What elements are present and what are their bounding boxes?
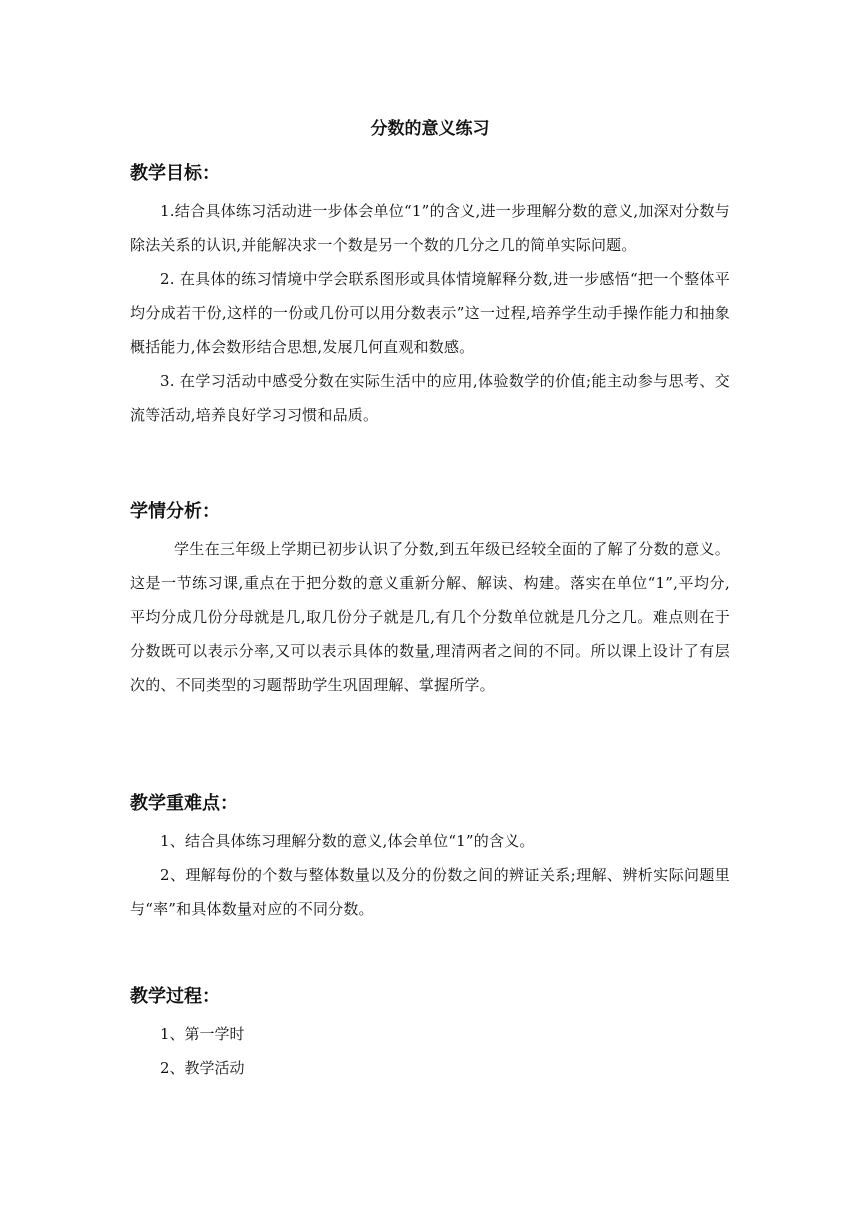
section-process xyxy=(130,983,730,1085)
section-analysis xyxy=(130,498,730,702)
keypoints-heading: 教学重难点： xyxy=(130,793,238,814)
section-keypoints xyxy=(130,790,730,926)
keypoint-item-1: 1、结合具体练习理解分数的意义,体会单位“1”的含义。 xyxy=(160,832,535,850)
analysis-heading: 学情分析： xyxy=(130,501,220,522)
objective-item-1: 1.结合具体练习活动进一步体会单位“1”的含义,进一步理解分数的意义,加深对分数与除法关系的认识,并能解决求一个数是另一个数的几分之几的简单实际问题。 xyxy=(130,202,730,254)
section-objectives xyxy=(130,160,730,432)
objectives-heading: 教学目标： xyxy=(130,163,220,184)
process-item-2: 2、教学活动 xyxy=(160,1059,245,1077)
document-title: 分数的意义练习 xyxy=(370,119,490,139)
keypoint-item-2: 2、理解每份的个数与整体数量以及分的份数之间的辨证关系;理解、辨析实际问题里与“率”和具体数量对应的不同分数。 xyxy=(130,866,730,918)
objective-item-3: 3. 在学习活动中感受分数在实际生活中的应用,体验数学的价值;能主动参与思考、交流等活动,培养良好学习习惯和品质。 xyxy=(130,372,730,424)
objective-item-2: 2. 在具体的练习情境中学会联系图形或具体情境解释分数,进一步感悟“把一个整体平均分成若干份,这样的一份或几份可以用分数表示”这一过程,培养学生动手操作能力和抽象概括能力,体会数形结合思想,发展几何直观和数感。 xyxy=(130,270,730,356)
analysis-paragraph: 学生在三年级上学期已初步认识了分数,到五年级已经较全面的了解了分数的意义。这是一节练习课,重点在于把分数的意义重新分解、解读、构建。落实在单位“1”,平均分,平均分成几份分母就是几,取几份分子就是几,有几个分数单位就是几分之几。难点则在于分数既可以表示分率,又可以表示具体的数量,理清两者之间的不同。所以课上设计了有层次的、不同类型的习题帮助学生巩固理解、掌握所学。 xyxy=(130,540,730,694)
process-item-1: 1、第一学时 xyxy=(160,1025,245,1043)
process-heading: 教学过程： xyxy=(130,986,220,1007)
